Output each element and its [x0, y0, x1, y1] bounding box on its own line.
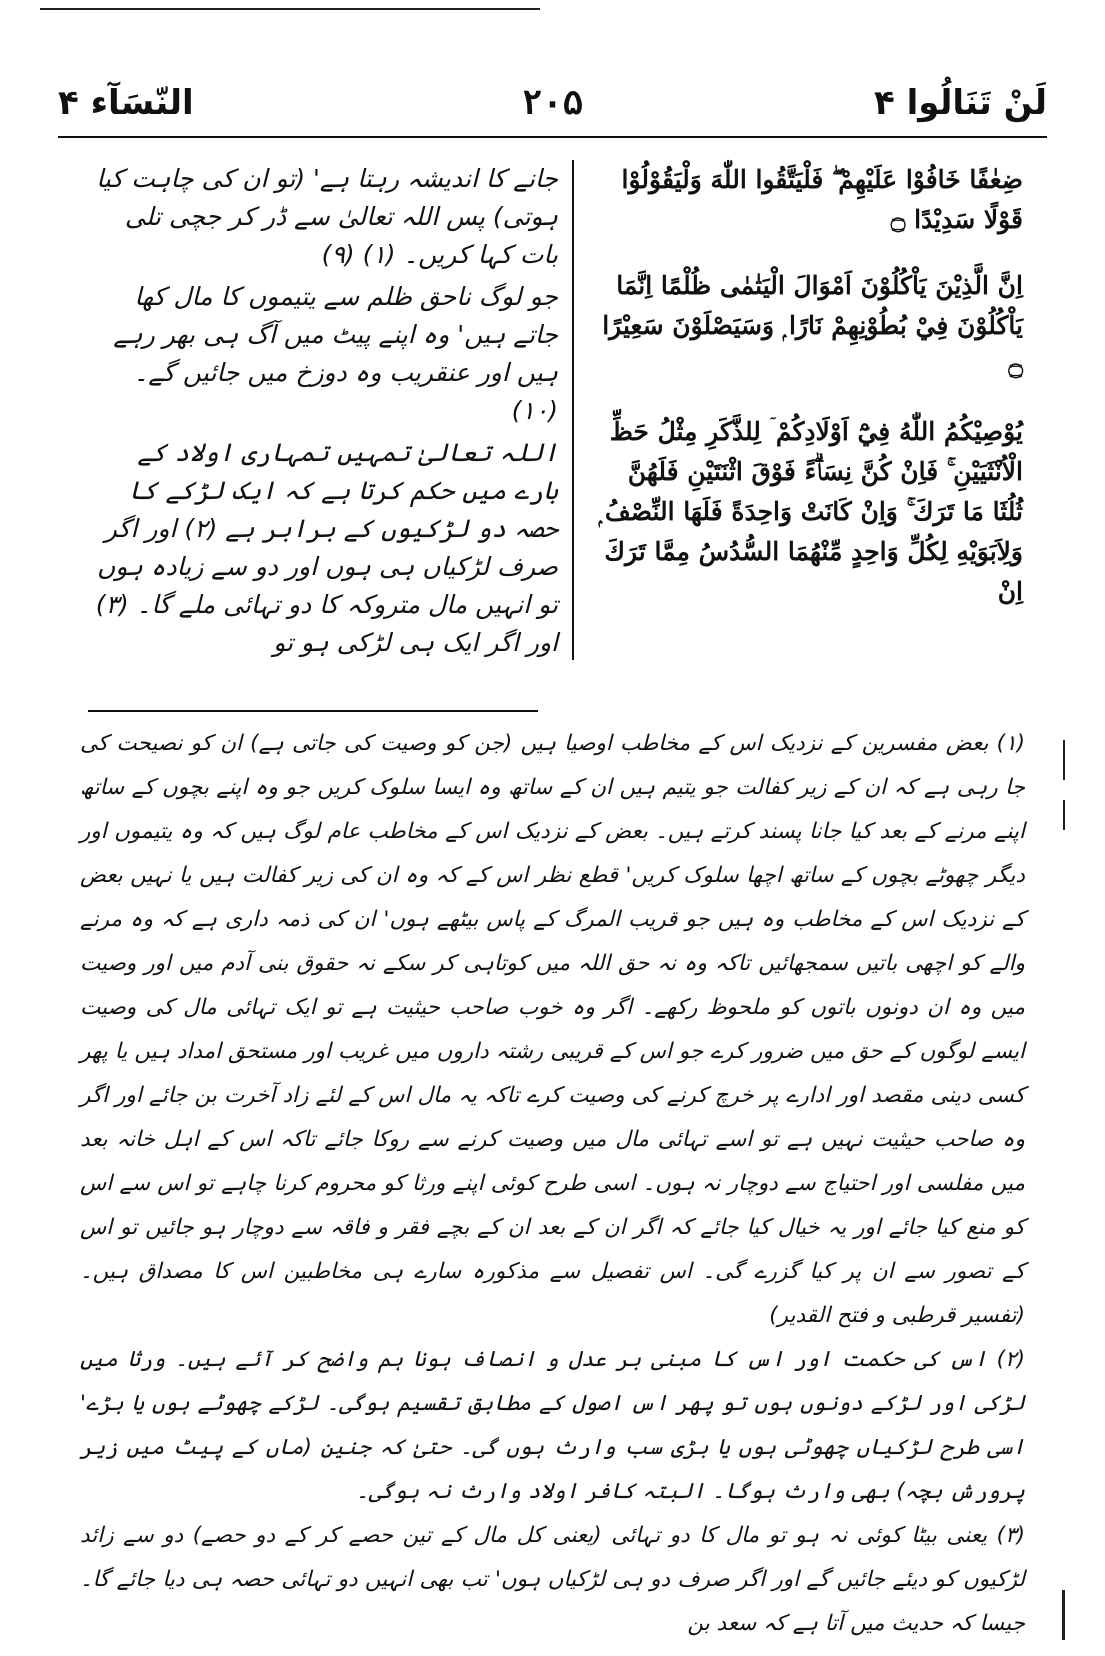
arabic-verses-column [598, 160, 1023, 638]
arabic-verse: اِنَّ الَّذِيْنَ يَاْكُلُوْنَ اَمْوَالَ الْيَتٰمٰى ظُلْمًا اِنَّمَا يَاْكُلُوْنَ فِيْ بُطُوْنِهِمْ نَارًا ۭ وَسَيَصْلَوْنَ سَعِيْرًا ۝ [602, 271, 1023, 380]
translation-paragraph: اللہ تعالیٰ تمہیں تمہاری اولاد کے بارے میں حکم کرتا ہے کہ ایک لڑکے کا حصہ دو لڑکیوں کے برابر ہے (۲) اور اگر صرف لڑکیاں ہی ہوں اور دو سے زیادہ ہوں تو انہیں مال متروکہ کا دو تہائی ملے گا۔ (۳) اور اگر ایک ہی لڑکی ہو تو [95, 438, 558, 657]
arabic-verse: يُوْصِيْكُمُ اللّٰهُ فِيْٓ اَوْلَادِكُمْ ۤ لِلذَّكَرِ مِثْلُ حَظِّ الْاُنْثَيَيْنِ ۚ فَاِنْ كُنَّ نِسَاۗءً فَوْقَ اثْنَتَيْنِ فَلَھُنَّ ثُلُثَا مَا تَرَكَ ۚ وَاِنْ كَانَتْ وَاحِدَةً فَلَهَا النِّصْفُ ۭ وَلِاَبَوَيْهِ لِكُلِّ وَاحِدٍ مِّنْهُمَا السُّدُسُ مِمَّا تَرَكَ اِنْ [598, 417, 1023, 606]
scan-edge-mark [1063, 740, 1065, 780]
footnotes-section [80, 722, 1025, 1646]
scan-edge-mark [1063, 800, 1065, 830]
scan-edge-mark [1062, 1590, 1065, 1640]
column-divider [572, 160, 574, 660]
header-rule [58, 136, 1047, 138]
footnote: (۳) یعنی بیٹا کوئی نہ ہو تو مال کا دو تہائی (یعنی کل مال کے تین حصے کر کے دو حصے) دو سے زائد لڑکیوں کو دیئے جائیں گے اور اگر صرف دو ہی لڑکیاں ہوں' تب بھی انہیں دو تہائی حصہ ہی دیا جائے گا۔ جیسا کہ حدیث میں آتا ہے کہ سعد بن [80, 1523, 1025, 1636]
translation-paragraph: جو لوگ ناحق ظلم سے یتیموں کا مال کھا جاتے ہیں' وہ اپنے پیٹ میں آگ ہی بھر رہے ہیں اور عنقریب وہ دوزخ میں جائیں گے۔(۱۰) [113, 282, 558, 425]
footnote: (۲) اس کی حکمت اور اس کا مبنی بر عدل و انصاف ہونا ہم واضح کر آئے ہیں۔ ورثا میں لڑکی اور لڑکے دونوں ہوں تو پھر اس اصول کے مطابق تقسیم ہوگی۔ لڑکے چھوٹے ہوں یا بڑے' اسی طرح لڑکیاں چھوٹی ہوں یا بڑی سب وارث ہوں گی۔ حتیٰ کہ جنین (ماں کے پیٹ میں زیر پرورش بچہ) بھی وارث ہوگا۔ البتہ کافر اولاد وارث نہ ہوگی۔ [80, 1347, 1025, 1504]
page-number: ۲۰۵ [521, 83, 584, 123]
arabic-verse: ضِعٰفًا خَافُوْا عَلَيْهِمْ ۖ فَلْيَتَّقُوا اللّٰهَ وَلْيَقُوْلُوْا قَوْلًا سَدِيْدًا ۝ [621, 165, 1023, 234]
top-margin-rule [40, 8, 540, 10]
running-header [58, 78, 1047, 128]
footnote-rule [88, 710, 538, 712]
juz-name: لَنْ تَنَالُوا ۴ [874, 83, 1047, 123]
urdu-translation-column [88, 160, 558, 666]
translation-paragraph: جانے کا اندیشہ رہتا ہے' (تو ان کی چاہت کیا ہوتی) پس اللہ تعالیٰ سے ڈر کر جچی تلی بات کہا کریں۔ (۱) (۹) [96, 164, 558, 269]
surah-name: النّسَآء ۴ [58, 83, 194, 123]
footnote: (۱) بعض مفسرین کے نزدیک اس کے مخاطب اوصیا ہیں (جن کو وصیت کی جاتی ہے) ان کو نصیحت کی جا رہی ہے کہ ان کے زیر کفالت جو یتیم ہیں ان کے ساتھ وہ ایسا سلوک کریں جو وہ اپنے بچوں کے ساتھ اپنے مرنے کے بعد کیا جانا پسند کرتے ہیں۔ بعض کے نزدیک اس کے مخاطب عام لوگ ہیں کہ وہ یتیموں اور دیگر چھوٹے بچوں کے ساتھ اچھا سلوک کریں' قطع نظر اس کے کہ وہ ان کی زیر کفالت ہیں یا نہیں بعض کے نزدیک اس کے مخاطب وہ ہیں جو قریب المرگ کے پاس بیٹھے ہوں' ان کی ذمہ داری ہے کہ وہ مرنے والے کو اچھی باتیں سمجھائیں تاکہ وہ نہ حق اللہ میں کوتاہی کر سکے نہ حقوق بنی آدم میں اور وصیت میں وہ ان دونوں باتوں کو ملحوظ رکھے۔ اگر وہ خوب صاحب حیثیت ہے تو ایک تہائی مال کی وصیت ایسے لوگوں کے حق میں ضرور کرے جو اس کے قریبی رشتہ داروں میں غریب اور مستحق امداد ہیں یا پھر کسی دینی مقصد اور ادارے پر خرچ کرنے کی وصیت کرے تاکہ یہ مال اس کے لئے زاد آخرت بن جائے اور اگر وہ صاحب حیثیت نہیں ہے تو اسے تہائی مال میں وصیت کرنے سے روکا جائے تاکہ اس کے اہل خانہ بعد میں مفلسی اور احتیاج سے دوچار نہ ہوں۔ اسی طرح کوئی اپنے ورثا کو محروم کرنا چاہے تو اس سے اس کو منع کیا جائے اور یہ خیال کیا جائے کہ اگر ان کے بعد ان کے بچے فقر و فاقہ سے دوچار ہو جائیں تو اس کے تصور سے ان پر کیا گزرے گی۔ اس تفصیل سے مذکورہ سارے ہی مخاطبین اس کا مصداق ہیں۔ (تفسیر قرطبی و فتح القدیر) [80, 731, 1025, 1328]
